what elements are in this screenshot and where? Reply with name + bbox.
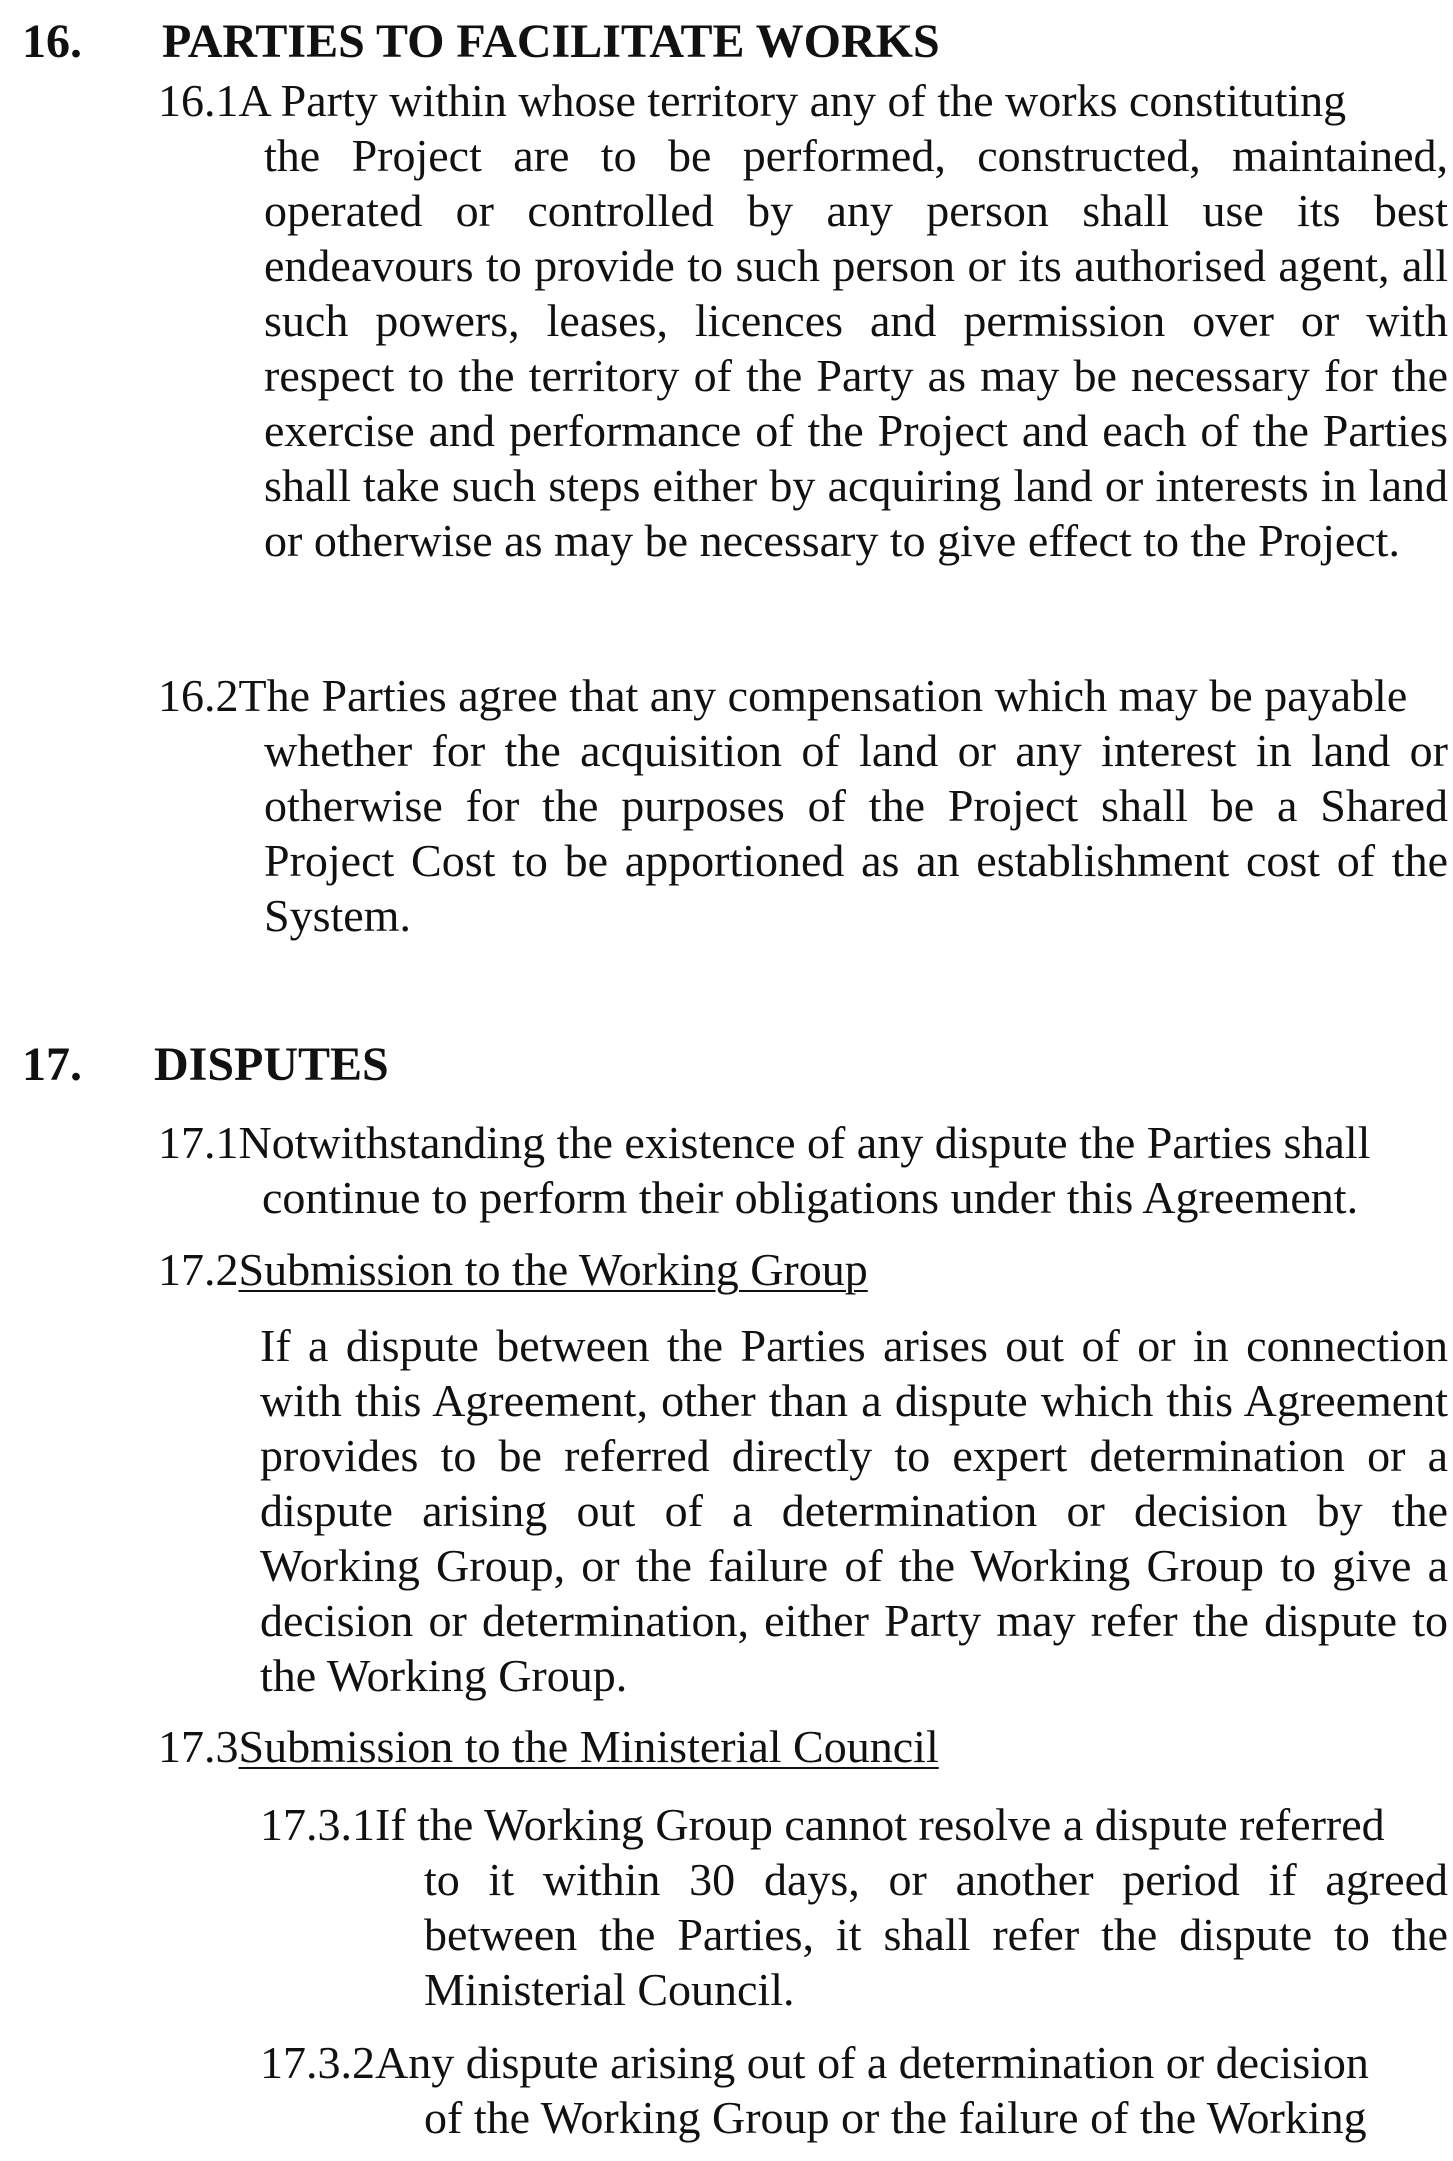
clause-lead-text: Any dispute arising out of a determination or decision (375, 2037, 1369, 2088)
section-number: 17. (22, 1038, 82, 1091)
clause-body-text: continue to perform their obligations under this Agreement. (262, 1172, 1359, 1223)
clause-number: 17.3.2 (260, 2037, 375, 2088)
clause-17-3-1 (260, 1797, 1448, 2017)
clause-body-text: If a dispute between the Parties arises out of or in connection with this Agreement, other than a dispute which this Agreement provides to be referred directly to expert determination or a dispute arising out of a determination or decision by the Working Group, or the failure of the Working Group to give a decision or determination, either Party may refer the dispute to the Working Group. (260, 1320, 1448, 1701)
clause-heading: Submission to the Working Group (238, 1244, 868, 1295)
clause-number: 17.1 (158, 1117, 239, 1168)
clause-lead-text: The Parties agree that any compensation which may be payable (238, 670, 1408, 721)
clause-17-3 (158, 1719, 1448, 1774)
clause-body-text: the Project are to be performed, constructed, maintained, operated or controlled by any person shall use its best endeavours to provide to such person or its authorised agent, all such powers, leases, licences and permission over or with respect to the territory of the Party as may be necessary for the exercise and performance of the Project and each of the Parties shall take such steps either by acquiring land or interests in land or otherwise as may be necessary to give effect to the Project. (264, 130, 1448, 566)
clause-number: 16.1 (158, 75, 239, 126)
clause-lead-text: If the Working Group cannot resolve a dispute referred (375, 1799, 1385, 1850)
clause-number: 17.3 (158, 1721, 239, 1772)
clause-body-text: of the Working Group or the failure of the Working (424, 2092, 1367, 2143)
clause-17-2 (158, 1242, 1448, 1297)
clause-number: 16.2 (158, 670, 239, 721)
clause-lead-text: Notwithstanding the existence of any dispute the Parties shall (238, 1117, 1371, 1168)
clause-16-1 (158, 73, 1448, 568)
clause-16-2 (158, 668, 1448, 943)
clause-lead-text: A Party within whose territory any of the works constituting (238, 75, 1347, 126)
clause-17-1 (158, 1115, 1448, 1225)
clause-17-2-body (260, 1318, 1448, 1703)
section-title: PARTIES TO FACILITATE WORKS (162, 15, 940, 68)
clause-17-3-2 (260, 2035, 1448, 2145)
clause-number: 17.2 (158, 1244, 239, 1295)
clause-body-text: to it within 30 days, or another period if agreed between the Parties, it shall refer the dispute to the Ministerial Council. (424, 1854, 1448, 2015)
section-number: 16. (22, 15, 82, 68)
clause-body-text: whether for the acquisition of land or any interest in land or otherwise for the purposes of the Project shall be a Shared Project Cost to be apportioned as an establishment cost of the System. (264, 725, 1448, 941)
clause-heading: Submission to the Ministerial Council (238, 1721, 939, 1772)
section-title: DISPUTES (154, 1038, 389, 1091)
clause-number: 17.3.1 (260, 1799, 375, 1850)
